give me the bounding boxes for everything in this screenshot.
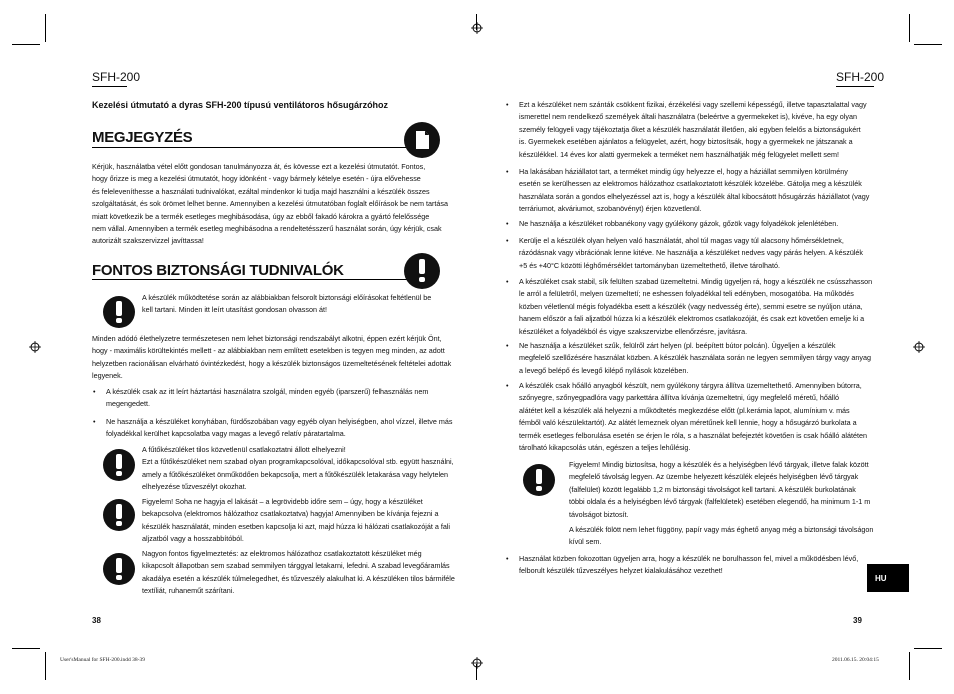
text-line: személy felügyeli vagy tájékoztatja őket a készülék használatát illetően, aki egyben felelős a biztonságukért: [519, 124, 861, 134]
text-line: (falfelület) között legalább 1,2 m biztonsági távolságot kell tartani. A készülék burkolatának: [569, 484, 856, 494]
text-line: A fűtőkészüléket tilos közvetlenül csatlakoztatni állott elhelyezni!: [142, 445, 346, 454]
warning-text: [142, 292, 472, 317]
list-item: • Használat közben fokozottan ügyeljen arra, hogy a készülék ne borulhasson fel, mivel a működésben lévő, felborult készülék tűzveszélyes helyzet kialakulásához vezethet!: [519, 553, 879, 578]
exclamation-icon: [523, 464, 555, 496]
text-line: Ne használja a készüléket konyhában, fürdőszobában vagy egyéb olyan helyiségben, ahol vízzel, illetve más: [106, 417, 453, 426]
crop-mark: [909, 652, 910, 680]
text-line: ismerettel nem rendelkező személyek általi használatra (beleértve a gyermekeket is), kivéve, ha egy olyan: [519, 112, 857, 122]
warning-text: [142, 548, 472, 598]
text-line: fémből való készülektartót). Az alátét lemeznek olyan méretűnek kell lennie, hogy a hősugárzó burkolata a: [519, 418, 857, 428]
text-line: textíliát, ruhaneműt szárítani.: [142, 586, 235, 596]
text-line: is. Gyermekek esetében ajánlatos a felügyelet, azért, hogy biztosítsák, hogy a gyermekek ne játszanak a: [519, 137, 853, 147]
text-line: Ha lakásában háziállatot tart, a terméket mindig úgy helyezze el, hogy a háziállat semmilyen körülmény: [519, 167, 848, 176]
text-line: A készülék csak az itt leírt háztartási használatra szolgál, minden egyéb (iparszerű) felhasználás nem: [106, 387, 429, 396]
list-item: • Kerülje el a készülék olyan helyen való használatát, ahol túl magas vagy túl alacsony hőmérsékletnek, rázódásnak vagy vibrációnak lenne kitéve. Ne használja a készüléket nedves vagy párás helyen. A készülék +5 és +40°C közötti léghőmérséklet tartományban üzemeltethető, illetve tárolható.: [519, 235, 879, 272]
manual-subtitle: Kezelési útmutató a dyras SFH-200 típusú ventilátoros hősugárzóhoz: [92, 100, 389, 110]
text-line: elhelyezése tűzveszélyt okozhat.: [142, 482, 247, 492]
footer-file-info: User'sManual for SFH-200.indd 38-39: [60, 657, 146, 663]
text-line: Figyelem! Mindig biztosítsa, hogy a készülék és a helyiségben lévő tárgyak, illetve falak között: [569, 460, 869, 469]
text-line: bekapcsolva (elektromos hálózathoz csatlakoztatva) hagyja! Amennyiben be kívánja fejezni a: [142, 509, 439, 519]
text-line: távolságot biztosít.: [569, 509, 629, 519]
text-line: nem vállal. Amennyiben a termék esetleg meghibásodna a rendeltetésszerű használat során, úgy kérjük, csak: [92, 224, 442, 234]
text-line: kívül sem.: [569, 537, 602, 547]
page-number-left: 38: [92, 616, 101, 625]
text-line: +5 és +40°C közötti léghőmérséklet tartományban üzemeltethető, illetve tárolható.: [519, 260, 780, 270]
text-line: termék esetleges felborulása esetén se érjen le róla, s a használat befejeztét követően is csak hőálló alátéten: [519, 430, 868, 440]
list-item: • A készüléket csak stabil, sík felülten szabad üzemeltetni. Mindig ügyeljen rá, hogy a készülék ne csússzhasson le arról a felületről, melyen üzemeltetí; ne eshessen folyadékkal teli edényben, mosogatóba. Ha működés közben véletlenül mégis folyadékba esett a készülék (vagy nedvesség érte), semmi esetre se nyúljon utána, hanem először a fali aljzatból húzza ki a készülék elektromos csatlakozóját, és csak ezt követően emelje ki a készüléket a folyadékból és vigye szakszervizbe ellenőrzésre, javításra.: [519, 276, 879, 338]
model-label-left: SFH-200: [92, 70, 141, 84]
text-line: többi oldala és a helyiségben lévő tárgyak (falfelületek) esetében elegendő, ha minimum 1-1 m: [569, 497, 871, 507]
text-line: megengedett.: [106, 399, 150, 409]
text-line: Kérjük, használatba vétel előtt gondosan tanulmányozza át, és kövesse ezt a kezelési útmutatót. Fontos,: [92, 162, 426, 171]
text-line: amely a fűtőkészüléket önműködően bekapcsolja, mert a fűtőkészülék letakarása vagy helytelen: [142, 469, 449, 479]
crop-mark: [45, 14, 46, 42]
crop-mark: [914, 648, 942, 649]
registration-mark-icon: [913, 341, 925, 353]
text-line: készülékkel. 14 éves kor alatti gyermekek a terméket nem használhatják még felügyelet mellett sem!: [519, 149, 839, 159]
text-line: szőnyegre, szőnyegpadlóra vagy parkettára állítva kívánja üzemeltetni, úgy megfelelő méretű, hőálló: [519, 393, 840, 403]
notes-title: MEGJEGYZÉS: [92, 129, 193, 146]
text-line: megfelelő távolság legyen. Az üzembe helyezett készülék elejeés helyiségben lévő tárgyak: [569, 472, 859, 482]
text-line: Ezt a készüléket nem szánták csökkent fizikai, érzékelési vagy szellemi képességű, illetve tapasztalattal vagy: [519, 100, 867, 109]
text-line: A készüléket csak stabil, sík felülten szabad üzemeltetni. Mindig ügyeljen rá, hogy a készülék ne csússzhasson: [519, 277, 873, 286]
exclamation-icon: [404, 253, 440, 289]
notes-paragraph: [92, 161, 462, 248]
section-rule: [92, 279, 410, 280]
text-line: Ne használja a készüléket szűk, felülről zárt helyen (pl. beépített bútor polcán). Ügyeljen a készülék: [519, 341, 836, 350]
text-line: Nagyon fontos figyelmeztetés: az elektromos hálózathoz csatlakoztatott készüléket még: [142, 549, 422, 558]
text-line: le arról a felületről, melyen üzemeltetí; ne eshessen folyadékkal teli edényben, mosogatóba. Ha működés: [519, 289, 854, 299]
crop-mark: [45, 652, 46, 680]
warning-text: [142, 444, 472, 494]
warning-text: [569, 524, 879, 549]
list-item: • A készülék csak hőálló anyagból készült, nem gyúlékony tárgyra állítva üzemeltethető. Amennyiben bútorra, szőnyegre, szőnyegpadlóra vagy parkettára állítva kívánja üzemeltetni, úgy megfelelő méretű, hőálló alátétet kell a készülék alá helyezni a működtetés megkezdése előtt (pl.kerámia lapot, alumínium v. más fémből való készülektartót). Az alátét lemeznek olyan méretűnek kell lennie, hogy a hősugárzó burkolata a termék esetleges felborulása esetén se érjen le róla, s a használat befejeztét követően is csak hőálló alátéten tárolható kikapcsolás után, egészen a teljes lehűlésig.: [519, 380, 879, 454]
text-line: és feleleveníthesse a használati tudnivalókat, ezáltal mindenkor ki tudja majd használni a készülék összes: [92, 186, 430, 196]
text-line: szolgáltatását, és sok örömet lelhet benne. Amennyiben a kezelési útmutatóban foglalt előírások be nem tartása: [92, 199, 448, 209]
text-line: kell tartani. Minden itt leírt utasítást gondosan olvasson át!: [142, 305, 327, 315]
list-item: • Ha lakásában háziállatot tart, a terméket mindig úgy helyezze el, hogy a háziállat semmilyen körülmény esetén se kerülhessen az elektromos hálózathoz csatlakoztatott készülék közelébe. Gátolja meg a készülék használata során a gondos elhelyezéssel azt is, hogy a készülék által kibocsátott hősugárzás háziállatot (vagy terráriumot, akváriumot, szobanövényt) érjen közvetlenül.: [519, 166, 879, 216]
crop-mark: [914, 44, 942, 45]
text-line: Figyelem! Soha ne hagyja el lakását – a legrövidebb időre sem – úgy, hogy a készüléket: [142, 497, 423, 506]
crop-mark: [12, 648, 40, 649]
text-line: aljzatból vagy a hosszabbítóból.: [142, 534, 244, 544]
text-line: Kerülje el a készülék olyan helyen való használatát, ahol túl magas vagy túl alacsony hőmérsékletnek,: [519, 236, 844, 245]
text-line: rázódásnak vagy vibrációnak lenne kitéve. Ne használja a készüléket nedves vagy párás helyen. A készülék: [519, 248, 864, 258]
exclamation-icon: [103, 499, 135, 531]
footer-timestamp: 2011.06.15. 20:04:15: [832, 657, 879, 663]
text-line: Ezt a fűtőkészüléket nem szabad olyan programkapcsolóval, időkapcsolóval stb. együtt használni,: [142, 457, 454, 467]
text-line: esetén se kerülhessen az elektromos hálózathoz csatlakoztatott készülék közelébe. Gátolja meg a készülék: [519, 179, 862, 189]
header-rule: [836, 86, 874, 87]
intro-paragraph: [92, 333, 472, 383]
list-item: • A készülék csak az itt leírt háztartási használatra szolgál, minden egyéb (iparszerű) felhasználás nem megengedett.: [106, 386, 472, 411]
warning-text: [142, 496, 472, 546]
text-line: miatt következik be a termék esetleges meghibásodása, úgy az ebből fakadó károkra a gyártó felelőssége: [92, 211, 430, 221]
list-item: • Ne használja a készüléket konyhában, fürdőszobában vagy egyéb olyan helyiségben, ahol vízzel, illetve más folyadékkal kerülhet kapcsolatba vagy magas a levegő relatív páratartalma.: [106, 416, 472, 441]
registration-mark-icon: [471, 657, 483, 669]
exclamation-icon: [103, 449, 135, 481]
text-line: készüléket a folyadékból és vigye szakszervizbe ellenőrzésre, javításra.: [519, 326, 748, 336]
text-line: felborult készülék tűzveszélyes helyzet kialakulásához vezethet!: [519, 566, 723, 576]
text-line: Használat közben fokozottan ügyeljen arra, hogy a készülék ne borulhasson fel, mivel a működésben lévő,: [519, 554, 859, 563]
list-item: • Ne használja a készüléket szűk, felülről zárt helyen (pl. beépített bútor polcán). Ügyeljen a készülék megfelelő szellőzésére használat közben. A készülék használata során ne legyen semmilyen tárgy vagy anyag a levegő belépő és levegő kilépő nyílások közelében.: [519, 340, 879, 377]
language-tab-label: HU: [875, 574, 887, 583]
language-tab: [867, 564, 909, 592]
crop-mark: [909, 14, 910, 42]
text-line: megfelelő szellőzésére használat közben. A készülék használata során ne legyen semmilyen tárgy vagy anyag: [519, 353, 871, 363]
text-line: hanem először a fali aljzatból húzza ki a készülék elektromos csatlakozóját, és csak ezt követően emelje ki a: [519, 314, 865, 324]
exclamation-icon: [103, 296, 135, 328]
text-line: terráriumot, akváriumot, szobanövényt) érjen közvetlenül.: [519, 204, 702, 214]
text-line: folyadékkal kerülhet kapcsolatba vagy magas a levegő relatív páratartalma.: [106, 429, 346, 439]
header-rule: [92, 86, 127, 87]
text-line: helyzetben racionálisan elvárható óvintézkedést, hogy a készülék biztonságos üzemeltetésének feltételei adottak: [92, 358, 452, 368]
registration-mark-icon: [471, 22, 483, 34]
text-line: használata során a gondos elhelyezéssel azt is, hogy a készülék által kibocsátott hősugárzás háziállatot (vagy: [519, 191, 870, 201]
exclamation-icon: [103, 553, 135, 585]
list-item: • Ne használja a készüléket robbanékony vagy gyúlékony gázok, gőzök vagy folyadékok jelenlétében.: [519, 218, 879, 230]
text-line: a levegő belépő és levegő kilépő nyílások közelében.: [519, 365, 689, 375]
text-line: Ne használja a készüléket robbanékony vagy gyúlékony gázok, gőzök vagy folyadékok jelenlétében.: [519, 219, 839, 228]
text-line: hogy őrizze is meg a kezelési útmutatót, hogy idönként - vagy bármely kételye esetén - újra elővehesse: [92, 174, 421, 184]
text-line: tárolható kikapcsolás után, egészen a teljes lehűlésig.: [519, 443, 691, 453]
section-rule: [92, 147, 410, 148]
text-line: hogy - maximális körültekintés mellett - az alábbiakban nem említett esetekben is tegyen meg minden, az adott: [92, 346, 445, 356]
text-line: A készülék fölött nem lehet függöny, papír vagy más éghető anyag még a biztonsági távolságon: [569, 525, 874, 534]
warning-text: [569, 459, 879, 521]
model-label-right: SFH-200: [836, 70, 885, 84]
text-line: közben véletlenül mégis folyadékba esett a készülék (vagy nedvesség érte), semmi esetre se nyúljon utána,: [519, 301, 863, 311]
text-line: akadálya esetén a készülék túlmelegedhet, és tűzveszély alakulhat ki. A készüléken tilos bármiféle: [142, 573, 455, 583]
registration-mark-icon: [29, 341, 41, 353]
page-number-right: 39: [853, 616, 862, 625]
crop-mark: [12, 44, 40, 45]
text-line: alátétet kell a készülék alá helyezni a működtetés megkezdése előtt (pl.kerámia lapot, alumínium v. más: [519, 405, 850, 415]
text-line: A készülék csak hőálló anyagból készült, nem gyúlékony tárgyra állítva üzemeltethető. Amennyiben bútorra,: [519, 381, 862, 390]
list-item: • Ezt a készüléket nem szánták csökkent fizikai, érzékelési vagy szellemi képességű, illetve tapasztalattal vagy ismerettel nem rendelkező személyek általi használatra (beleértve a gyermekeket is), kivéve, ha egy olyan személy felügyeli vagy tájékoztatja őket a készülék használatát illetően, aki egyben felelős a biztonságukért is. Gyermekek esetében ajánlatos a felügyelet, azért, hogy biztosítsák, hogy a gyermekek ne játszanak a készülékkel. 14 éves kor alatti gyermekek a terméket nem használhatják még felügyelet mellett sem!: [519, 99, 879, 161]
text-line: A készülék működtetése során az alábbiakban felsorolt biztonsági előírásokat feltétlenül be: [142, 293, 432, 302]
text-line: készülék használatát, minden esetben kapcsolja ki azt, majd húzza ki hálózati csatlakozóját a fali: [142, 521, 451, 531]
document-icon: [404, 122, 440, 158]
text-line: Minden adódó élethelyzetre természetesen nem lehet biztonsági rendszabályt alkotni, éppen ezért kérjük Önt,: [92, 334, 442, 343]
safety-title: FONTOS BIZTONSÁGI TUDNIVALÓK: [92, 262, 344, 279]
text-line: legyenek.: [92, 371, 123, 381]
text-line: autorizált szakszervizzel javíttassa!: [92, 236, 204, 246]
text-line: kikapcsolt állapotban sem szabad semmilyen tárggyal letakarni, lefedni. A szabad levegőáramlás: [142, 561, 450, 571]
